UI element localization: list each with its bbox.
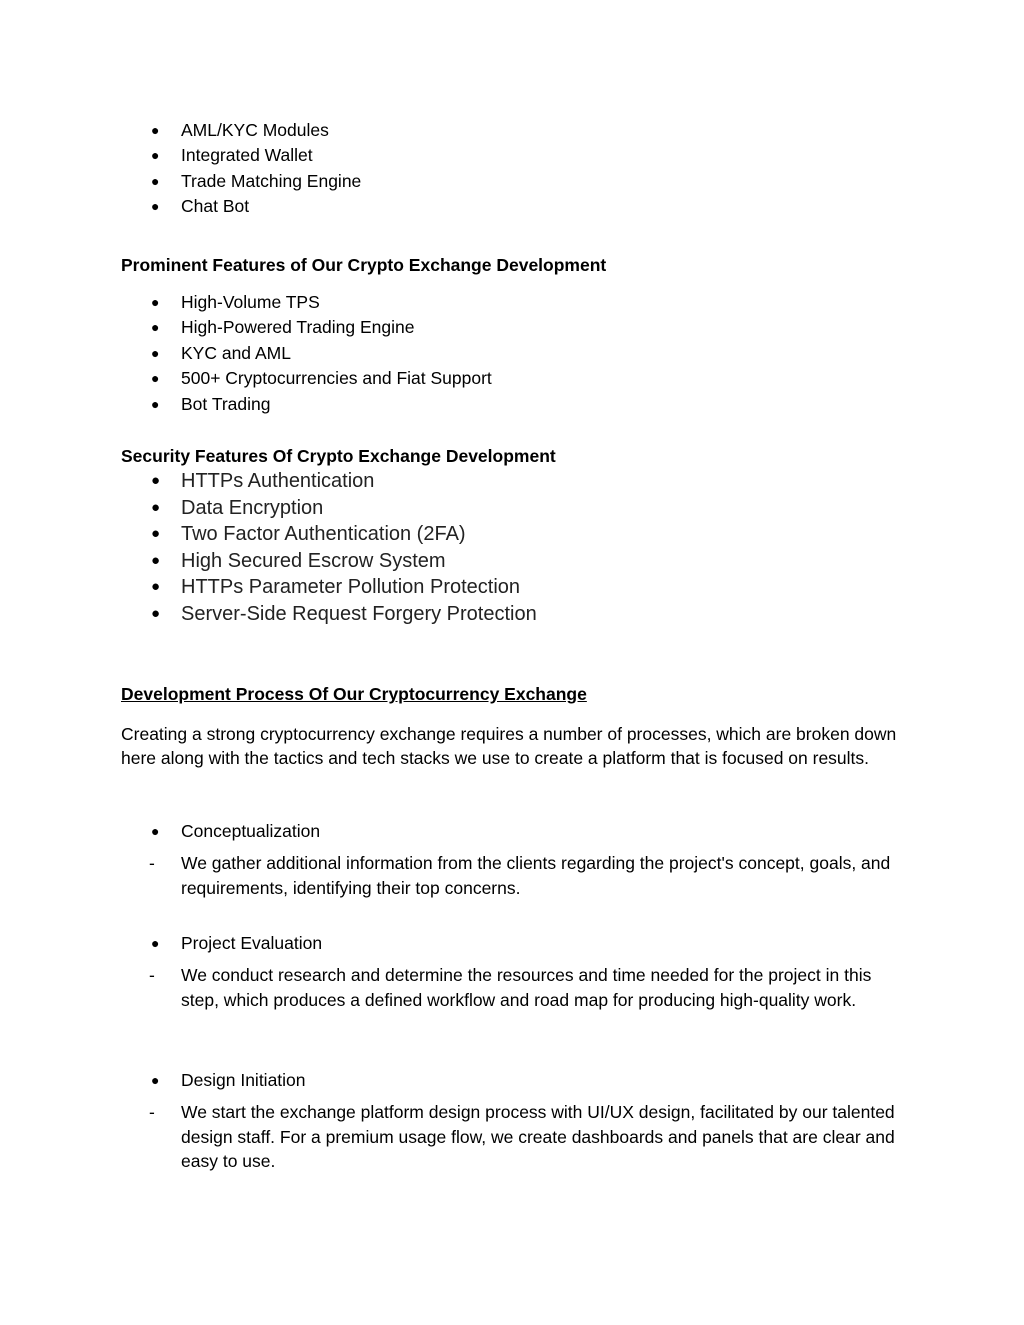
step-evaluation-block: [121, 931, 901, 956]
list-item: ● High Secured Escrow System: [121, 548, 901, 575]
bullet-icon: ●: [151, 472, 161, 489]
bullet-icon: ●: [151, 498, 161, 516]
step-description: - We conduct research and determine the resources and time needed for the project in this step, which produces a defined workflow and road map for producing high-quality work.: [149, 965, 872, 1010]
bullet-icon: ●: [151, 551, 161, 569]
step-title: ● Design Initiation: [121, 1068, 901, 1093]
step-design-desc-block: [121, 1100, 901, 1174]
dash-icon: -: [149, 1102, 155, 1122]
list-item: ● Data Encryption: [121, 495, 901, 522]
security-features-list: [121, 468, 901, 628]
process-intro-block: [121, 722, 901, 770]
list-item: ● AML/KYC Modules: [121, 118, 901, 143]
step-conceptualization-block: [121, 819, 901, 844]
process-intro-paragraph: Creating a strong cryptocurrency exchange requires a number of processes, which are broken down here along with the tactics and tech stacks we use to create a platform that is focused on results.: [121, 724, 897, 769]
list-item: ● Chat Bot: [121, 194, 901, 219]
bullet-icon: ●: [151, 823, 160, 839]
bullet-icon: ●: [151, 294, 160, 310]
prominent-list-block: [121, 290, 901, 417]
bullet-icon: ●: [151, 198, 160, 215]
bullet-icon: ●: [151, 370, 160, 387]
step-title: ● Conceptualization: [121, 819, 901, 844]
step-evaluation-desc-block: [121, 963, 901, 1012]
bullet-icon: ●: [151, 935, 160, 951]
development-process-heading: Development Process Of Our Cryptocurrency Exchange: [121, 684, 587, 704]
bullet-icon: ●: [151, 344, 160, 361]
prominent-features-heading: Prominent Features of Our Crypto Exchange Development: [121, 255, 607, 275]
step-design-block: [121, 1068, 901, 1093]
prominent-features-list: [121, 290, 901, 417]
list-item: ● KYC and AML: [121, 341, 901, 366]
step-description: - We gather additional information from the clients regarding the project's concept, goals, and requirements, identifying their top concerns.: [149, 853, 891, 898]
list-item: ● High-Volume TPS: [121, 290, 901, 315]
step-conceptualization-desc-block: [121, 851, 901, 900]
process-heading-block: [121, 683, 901, 705]
list-item: ● Integrated Wallet: [121, 143, 901, 168]
dash-icon: -: [149, 853, 155, 873]
modules-list-block: [121, 118, 901, 220]
bullet-icon: ●: [151, 172, 160, 189]
list-item: ● HTTPs Authentication: [121, 468, 901, 495]
bullet-icon: ●: [151, 578, 161, 596]
step-title-list: [121, 819, 901, 844]
step-description: - We start the exchange platform design process with UI/UX design, facilitated by our talented design staff. For a premium usage flow, we create dashboards and panels that are clear and easy to use.: [149, 1102, 895, 1172]
security-list-block: [121, 468, 901, 628]
bullet-icon: ●: [151, 1072, 160, 1088]
list-item: ● High-Powered Trading Engine: [121, 315, 901, 340]
dash-icon: -: [149, 965, 155, 985]
list-item: ● Two Factor Authentication (2FA): [121, 521, 901, 548]
step-title-list: [121, 931, 901, 956]
bullet-icon: ●: [151, 319, 160, 336]
list-item: ● Bot Trading: [121, 392, 901, 417]
prominent-heading-block: [121, 254, 901, 276]
step-title-list: [121, 1068, 901, 1093]
bullet-icon: ●: [151, 525, 161, 543]
list-item: ● HTTPs Parameter Pollution Protection: [121, 574, 901, 601]
list-item: ● 500+ Cryptocurrencies and Fiat Support: [121, 366, 901, 391]
bullet-icon: ●: [151, 147, 160, 164]
modules-list: [121, 118, 901, 220]
bullet-icon: ●: [151, 395, 160, 412]
security-features-heading: Security Features Of Crypto Exchange Development: [121, 446, 556, 466]
bullet-icon: ●: [151, 604, 161, 622]
list-item: ● Trade Matching Engine: [121, 169, 901, 194]
list-item: ● Server-Side Request Forgery Protection: [121, 601, 901, 628]
step-title: ● Project Evaluation: [121, 931, 901, 956]
security-heading-block: [121, 445, 901, 467]
bullet-icon: ●: [151, 122, 160, 138]
